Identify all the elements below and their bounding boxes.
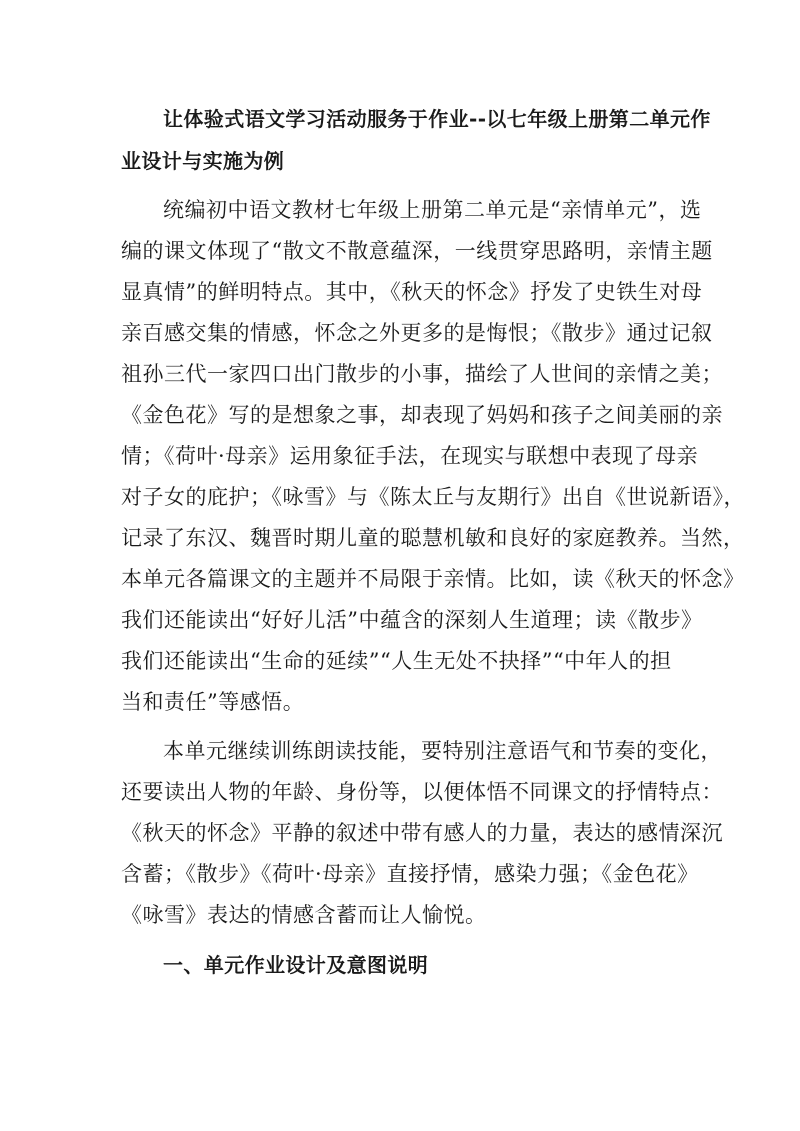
paragraph-line: 显真情”的鲜明特点。其中，《秋天的怀念》抒发了史铁生对母: [121, 280, 703, 304]
paragraph-line: 《咏雪》表达的情感含蓄而让人愉悦。: [121, 903, 487, 927]
paragraph-line: 统编初中语文教材七年级上册第二单元是“亲情单元”，选: [163, 198, 702, 222]
paragraph-line: 当和责任”等感悟。: [121, 690, 305, 714]
title-line-2: 业设计与实施为例: [121, 149, 285, 173]
section-heading: 一、单元作业设计及意图说明: [163, 953, 429, 977]
title-line-1: 让体验式语文学习活动服务于作业--以七年级上册第二单元作: [163, 107, 711, 131]
paragraph-line: 还要读出人物的年龄、身份等，以便体悟不同课文的抒情特点：: [121, 780, 723, 804]
paragraph-line: 我们还能读出“好好儿活”中蕴含的深刻人生道理；读《散步》: [121, 608, 703, 632]
paragraph-line: 对子女的庇护；《咏雪》与《陈太丘与友期行》出自《世说新语》，: [121, 485, 745, 509]
paragraph-line: 编的课文体现了“散文不散意蕴深，一线贯穿思路明，亲情主题: [121, 239, 713, 263]
paragraph-line: 《金色花》写的是想象之事，却表现了妈妈和孩子之间美丽的亲: [121, 403, 723, 427]
paragraph-line: 情；《荷叶·母亲》运用象征手法，在现实与联想中表现了母亲: [121, 444, 699, 468]
paragraph-line: 含蓄；《散步》《荷叶·母亲》直接抒情，感染力强；《金色花》: [121, 862, 699, 886]
paragraph-line: 记录了东汉、魏晋时期儿童的聪慧机敏和良好的家庭教养。当然，: [121, 526, 745, 550]
paragraph-line: 祖孙三代一家四口出门散步的小事，描绘了人世间的亲情之美；: [121, 362, 723, 386]
paragraph-line: 本单元继续训练朗读技能，要特别注意语气和节奏的变化，: [163, 739, 722, 763]
paragraph-line: 本单元各篇课文的主题并不局限于亲情。比如，读《秋天的怀念》: [121, 567, 745, 591]
paragraph-line: 《秋天的怀念》平静的叙述中带有感人的力量，表达的感情深沉: [121, 821, 723, 845]
paragraph-line: 亲百感交集的情感，怀念之外更多的是悔恨；《散步》通过记叙: [121, 321, 713, 345]
paragraph-line: 我们还能读出“生命的延续”“人生无处不抉择”“中年人的担: [121, 649, 672, 673]
